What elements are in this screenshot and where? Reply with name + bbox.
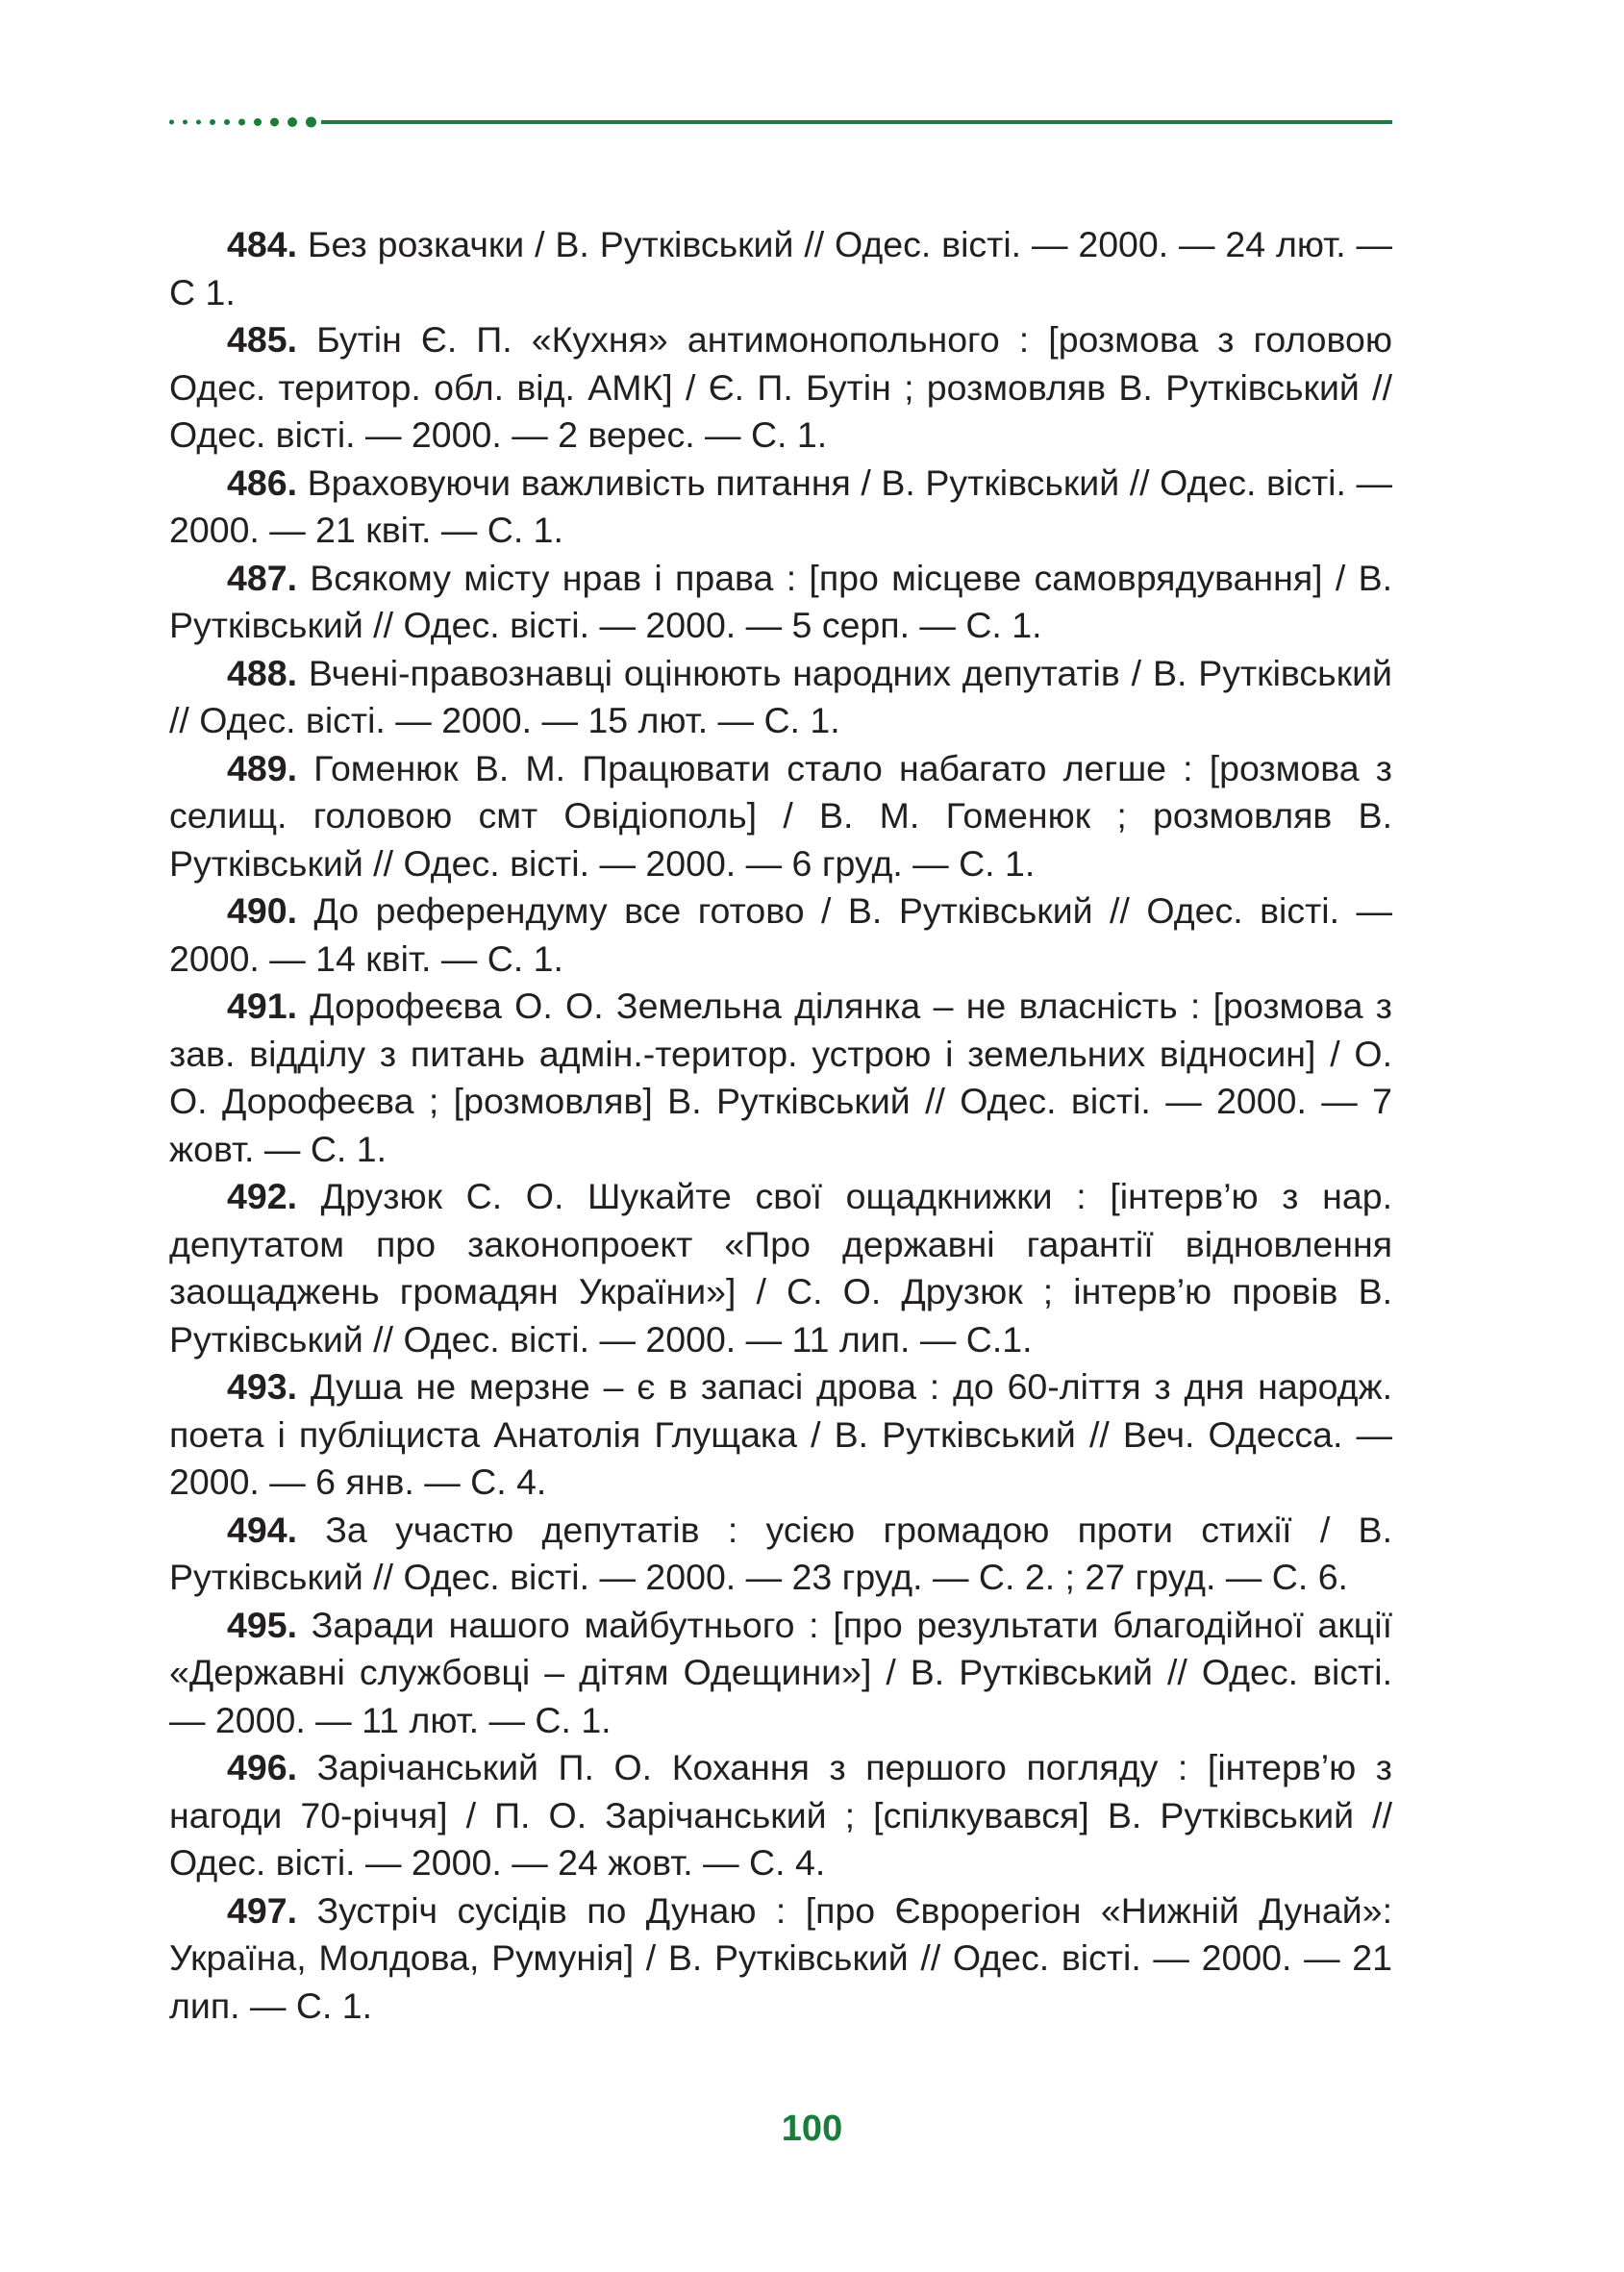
entry-text: Заради нашого майбутнього : [про результати благодійної акції «Державні службовці – дітям Одещини»] / В. Рутківський // Одес. вісті. — 2000. — 11 лют. — С. 1. — [169, 1604, 1392, 1740]
entry-number: 487. — [227, 557, 297, 598]
entry-number: 491. — [227, 986, 297, 1026]
bibliography-entry — [169, 555, 1392, 650]
entry-text: Без розкачки / В. Рутківський // Одес. вісті. — 2000. — 24 лют. — С 1. — [169, 224, 1392, 312]
bibliography-entry — [169, 983, 1392, 1173]
entry-text: До референдуму все готово / В. Рутківський // Одес. вісті. — 2000. — 14 квіт. — С. 1. — [169, 890, 1393, 979]
header-line — [321, 120, 1392, 124]
bibliography-entry — [169, 1887, 1392, 2031]
entry-number: 485. — [227, 319, 297, 360]
header-dot — [224, 119, 230, 125]
entry-text: Дорофеєва О. О. Земельна ділянка – не власність : [розмова з зав. відділу з питань адмін.-територ. устрою і земельних відносин] / О. О. Дорофеєва ; [розмовляв] В. Рутківський // Одес. вісті. — 2000. — 7 жовт. — С. 1. — [169, 986, 1392, 1169]
entry-number: 495. — [227, 1604, 297, 1645]
entry-text: Гоменюк В. М. Працювати стало набагато легше : [розмова з селищ. головою смт Овідіополь] / В. М. Гоменюк ; розмовляв В. Рутківський // Одес. вісті. — 2000. — 6 груд. — С. 1. — [169, 747, 1392, 884]
header-dot — [238, 119, 245, 126]
entry-number: 494. — [227, 1509, 297, 1550]
entry-text: Зарічанський П. О. Кохання з першого погляду : [інтерв’ю з нагоди 70-річчя] / П. О. Зарічанський ; [спілкувався] В. Рутківський // Одес. вісті. — 2000. — 24 жовт. — С. 4. — [169, 1747, 1392, 1883]
bibliography-entry — [169, 460, 1392, 555]
entry-number: 490. — [227, 890, 297, 931]
entry-text: Вчені-правознавці оцінюють народних депутатів / В. Рутківський // Одес. вісті. — 2000. — 15 лют. — С. 1. — [169, 652, 1392, 740]
page-number: 100 — [781, 2109, 843, 2149]
entry-number: 486. — [227, 462, 297, 503]
header-dot — [287, 117, 297, 127]
entry-text: За участю депутатів : усією громадою проти стихії / В. Рутківський // Одес. вісті. — 2000. — 23 груд. — С. 2. ; 27 груд. — С. 6. — [169, 1509, 1392, 1597]
header-dot — [183, 120, 187, 125]
header-dots — [169, 115, 323, 129]
entry-text: Друзюк С. О. Шукайте свої ощадкнижки : [інтерв’ю з нар. депутатом про законопроект «Про державні гарантії відновлення заощаджень громадян України»] / С. О. Друзюк ; інтерв’ю провів В. Рутківський // Одес. вісті. — 2000. — 11 лип. — С.1. — [169, 1176, 1393, 1360]
header-dot — [254, 118, 262, 126]
entry-number: 492. — [227, 1176, 297, 1216]
header-rule — [169, 115, 1392, 129]
entry-number: 497. — [227, 1889, 297, 1931]
entry-text: Зустріч сусідів по Дунаю : [про Єврорегіон «Нижній Дунай»: Україна, Молдова, Румунія] / В. Рутківський // Одес. вісті. — 2000. — 21 лип. — С. 1. — [169, 1889, 1393, 2026]
header-dot — [196, 120, 201, 125]
bibliography-entry — [169, 1173, 1392, 1363]
bibliography-entry — [169, 316, 1392, 460]
bibliography-entry — [169, 221, 1392, 316]
entry-text: Душа не мерзне – є в запасі дрова : до 60-ліття з дня народж. поета і публіциста Анатолія Глущака / В. Рутківський // Веч. Одесса. — 2000. — 6 янв. — С. 4. — [169, 1366, 1393, 1502]
header-dot — [270, 118, 279, 127]
entry-text: Враховуючи важливість питання / В. Рутківський // Одес. вісті. — 2000. — 21 квіт. — С. 1. — [169, 462, 1392, 550]
header-dot — [306, 117, 316, 128]
entry-number: 484. — [227, 224, 297, 264]
entry-number: 493. — [227, 1366, 297, 1407]
bibliography-entry — [169, 1744, 1392, 1887]
bibliography-entry — [169, 650, 1392, 745]
entry-text: Всякому місту нрав і права : [про місцеве самоврядування] / В. Рутківський // Одес. вісті. — 2000. — 5 серп. — С. 1. — [169, 557, 1392, 645]
entry-text: Бутін Є. П. «Кухня» антимонопольного : [розмова з головою Одес. територ. обл. від. АМК] / Є. П. Бутін ; розмовляв В. Рутківський // Одес. вісті. — 2000. — 2 верес. — С. 1. — [169, 319, 1393, 455]
entry-number: 489. — [227, 747, 297, 788]
bibliography-entry — [169, 887, 1392, 983]
entry-number: 496. — [227, 1747, 297, 1787]
bibliography-list — [169, 221, 1392, 2030]
entry-number: 488. — [227, 652, 297, 693]
bibliography-entry — [169, 1602, 1392, 1745]
bibliography-entry — [169, 745, 1392, 888]
bibliography-entry — [169, 1363, 1392, 1507]
bibliography-entry — [169, 1507, 1392, 1602]
header-dot — [169, 120, 174, 125]
header-dot — [210, 119, 215, 125]
